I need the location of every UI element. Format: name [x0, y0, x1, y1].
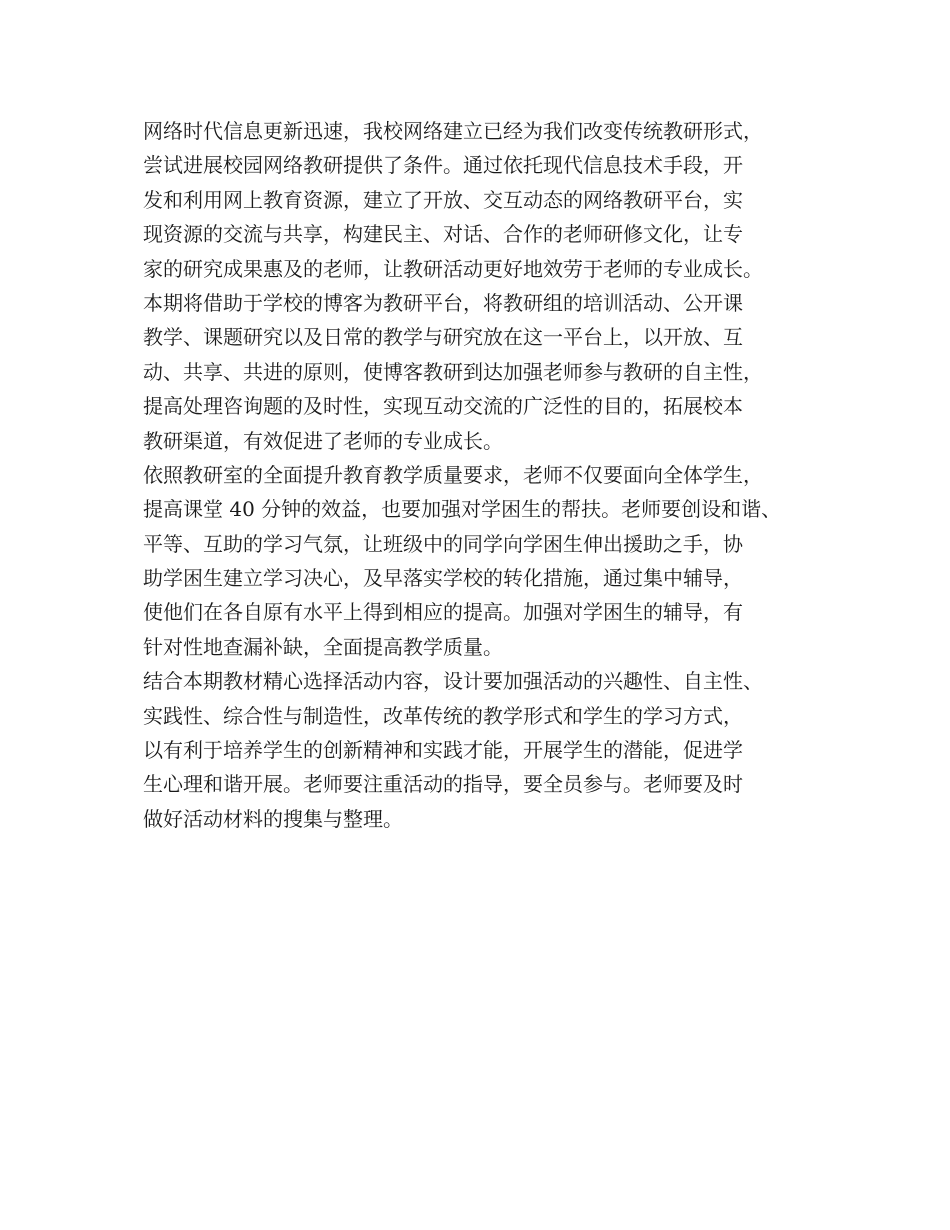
text-line: 家的研究成果惠及的老师，让教研活动更好地效劳于老师的专业成长。 [143, 256, 763, 281]
text-line: 教学、课题研究以及日常的教学与研究放在这一平台上，以开放、互 [143, 325, 743, 350]
text-line: 针对性地查漏补缺，全面提高教学质量。 [143, 634, 503, 659]
text-line: 结合本期教材精心选择活动内容，设计要加强活动的兴趣性、自主性、 [143, 669, 763, 694]
text-line: 提高课堂 40 分钟的效益，也要加强对学困生的帮扶。老师要创设和谐、 [143, 497, 782, 522]
text-line: 实践性、综合性与制造性，改革传统的教学形式和学生的学习方式， [143, 703, 743, 728]
text-line: 现资源的交流与共享，构建民主、对话、合作的老师研修文化，让专 [143, 222, 743, 247]
text-line: 尝试进展校园网络教研提供了条件。通过依托现代信息技术手段，开 [143, 153, 743, 178]
text-line: 本期将借助于学校的博客为教研平台，将教研组的培训活动、公开课 [143, 290, 743, 315]
text-line: 动、共享、共进的原则，使博客教研到达加强老师参与教研的自主性， [143, 359, 763, 384]
text-line: 使他们在各自原有水平上得到相应的提高。加强对学困生的辅导，有 [143, 600, 743, 625]
text-line: 平等、互助的学习气氛，让班级中的同学向学困生伸出援助之手，协 [143, 531, 743, 556]
text-line: 生心理和谐开展。老师要注重活动的指导，要全员参与。老师要及时 [143, 772, 743, 797]
text-line: 做好活动材料的搜集与整理。 [143, 806, 403, 831]
text-line: 以有利于培养学生的创新精神和实践才能，开展学生的潜能，促进学 [143, 738, 743, 763]
text-line: 教研渠道，有效促进了老师的专业成长。 [143, 428, 503, 453]
document-body [143, 114, 843, 836]
text-line: 依照教研室的全面提升教育教学质量要求，老师不仅要面向全体学生， [143, 462, 763, 487]
text-line: 网络时代信息更新迅速，我校网络建立已经为我们改变传统教研形式， [143, 119, 763, 143]
text-line: 提高处理咨询题的及时性，实现互动交流的广泛性的目的，拓展校本 [143, 394, 743, 419]
text-line: 发和利用网上教育资源，建立了开放、交互动态的网络教研平台，实 [143, 187, 743, 212]
text-line: 助学困生建立学习决心，及早落实学校的转化措施，通过集中辅导， [143, 566, 743, 591]
